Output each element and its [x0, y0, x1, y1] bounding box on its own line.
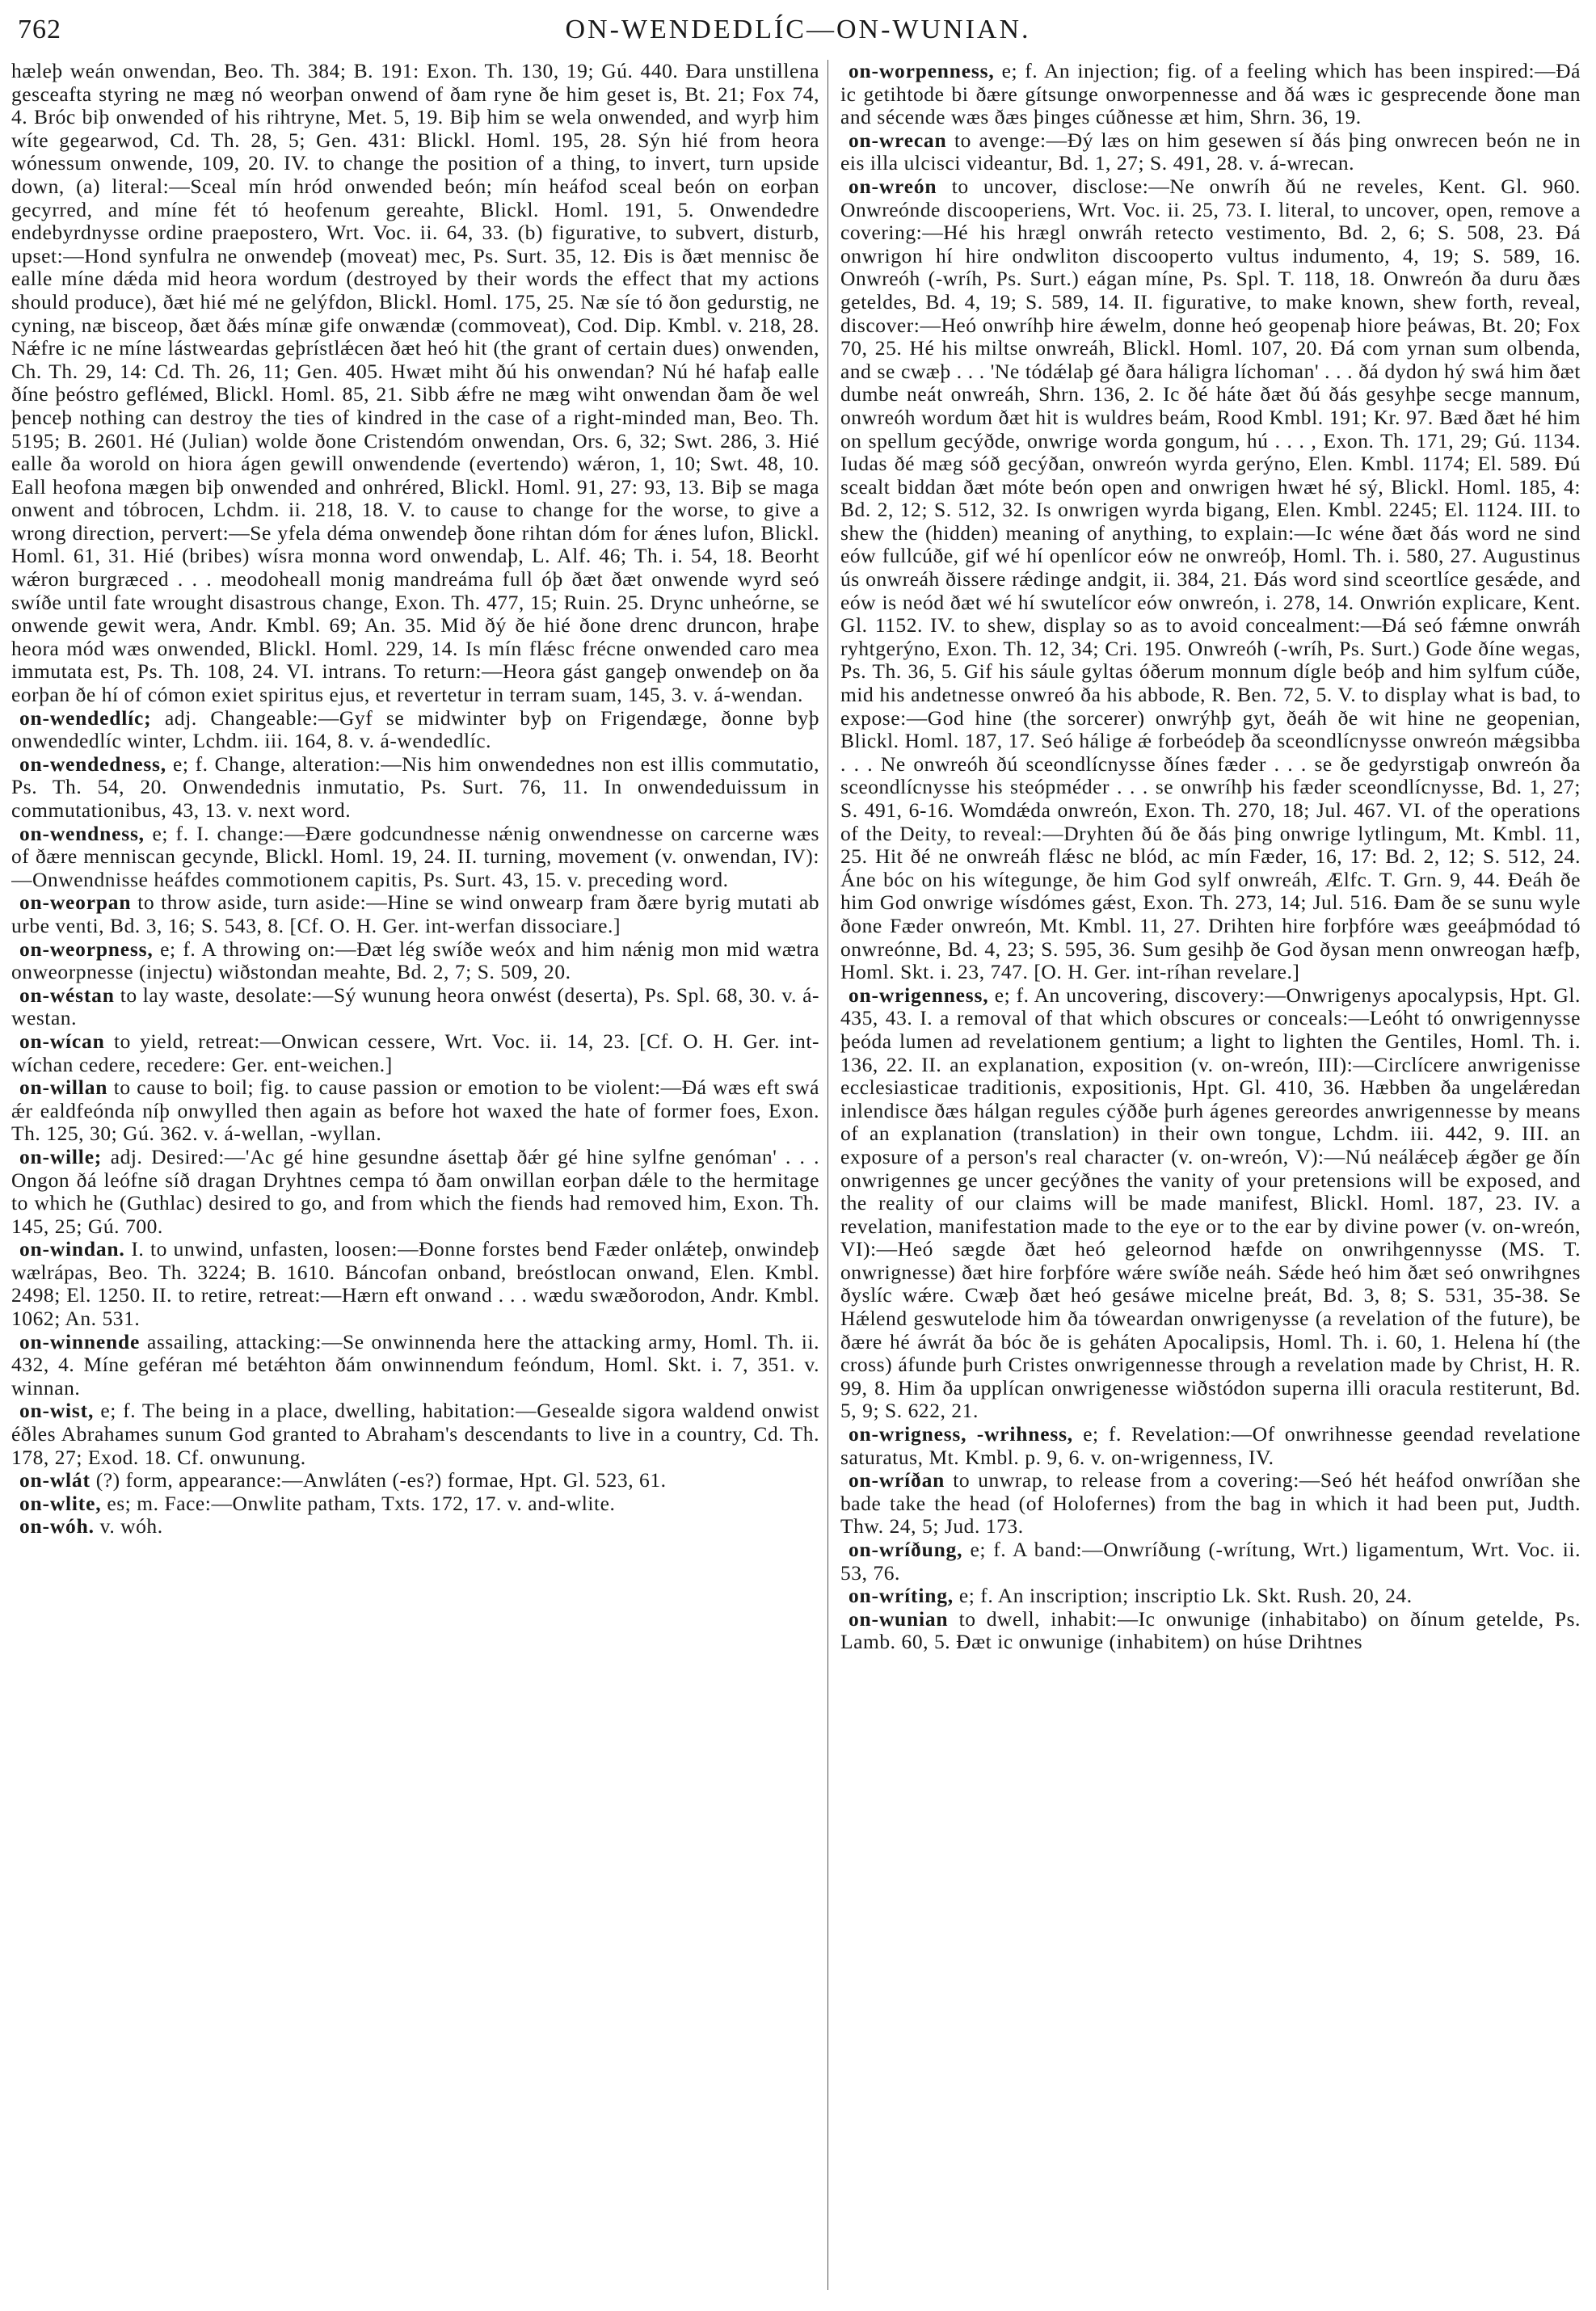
- entry-definition: e; f. A throwing on:—Ðæt lég swíðe weóx and him nǽnig mon mid wætra onweorpnesse (injectu) wiðstondan meahte, Bd. 2, 7; S. 509, 20.: [11, 937, 819, 984]
- dictionary-entry: [11, 1469, 819, 1492]
- entry-definition: to avenge:—Ðý læs on him gesewen sí ðás þing onwrecen beón ne in eis illa ulcisci videantur, Bd. 1, 27; S. 491, 28. v. á-wrecan.: [840, 128, 1581, 175]
- entry-definition: to uncover, disclose:—Ne onwríh ðú ne reveles, Kent. Gl. 960. Onwreónde discooperiens, Wrt. Voc. ii. 25, 73. I. literal, to uncover, open, remove a covering:—Hé his hrægl onwráh retecto vestimento, Bd. 2, 6; S. 508, 23. Ðá onwrigon hí hire ondwliton discooperto vultus indumento, 4, 19; S. 589, 16. Onwreóh (-wríh, Ps. Surt.) eágan míne, Ps. Spl. T. 118, 18. Onwreón ða duru ðæs geteldes, Bd. 4, 19; S. 589, 14. II. figurative, to make known, shew forth, reveal, discover:—Heó onwríhþ hire ǽwelm, donne heó geopenaþ hiore þeáwas, Bt. 20; Fox 70, 25. Hé his miltse onwreáh, Blickl. Homl. 107, 20. Ðá com yrnan sum olbenda, and se cwæþ . . . 'Ne tódǽlaþ gé ðara háligra líchoman' . . . ðá dydon hý swá him ðæt dumbe neát onwreáh, Shrn. 136, 2. Ic ðé háte ðæt ðú ðás gesyhþe secge mannum, onwreóh wordum ðæt hit is wuldres beám, Rood Kmbl. 191; Kr. 97. Bæd ðæt hé him on spellum gecýðde, onwrige worda gongum, hú . . . , Exon. Th. 171, 29; Gú. 1134. Iudas ðé mæg sóð gecýðan, onwreón wyrda gerýno, Elen. Kmbl. 1174; El. 589. Ðú scealt biddan ðæt móte beón open and onwrigen hwæt hé sý, Blickl. Homl. 185, 4: Bd. 2, 12; S. 512, 32. Is onwrigen wyrda bigang, Elen. Kmbl. 2245; El. 1124. III. to shew the (hidden) meaning of anything, to explain:—Ic wéne ðæt ðás word ne sind eów fullcúðe, gif wé hí openlícor eów ne onwreóþ, Homl. Th. i. 580, 27. Augustinus ús onwreáh ðissere rǽdinge andgit, ii. 384, 21. Ðás word sind sceortlíce gesǽde, and eów is neód ðæt wé hí swutelícor eów onwreón, i. 278, 14. Onwrión explicare, Kent. Gl. 1152. IV. to shew, display so as to avoid concealment:—Ðá seó fǽmne onwráh ryhtgerýno, Exon. Th. 12, 34; Cri. 195. Onwreóh (-wríh, Ps. Surt.) Gode ðíne wegas, Ps. Th. 36, 5. Gif his sáule gyltas óðerum monnum dígle beóþ and him sylfum cúðe, mid his andetnesse onwreó ða his abbode, R. Ben. 72, 5. V. to display what is bad, to expose:—God hine (the sorcerer) onwrýhþ gyt, ðeáh ðe wit hine ne geopenian, Blickl. Homl. 187, 17. Seó hálige ǽ forbeódeþ ða sceondlícnysse onwreón mǽgsibba . . . Ne onwreóh ðú sceondlícnysse ðínes fæder . . . se ðe gedyrstigaþ onwreón ða sceondlícnysse his steópméder . . . se onwríhþ his fæder sceondlícnysse, Bd. 1, 27; S. 491, 6-16. Womdǽda onwreón, Exon. Th. 270, 18; Jul. 467. VI. of the operations of the Deity, to reveal:—Dryhten ðú ðe ðás þing onwrige lytlingum, Mt. Kmbl. 11, 25. Hit ðé ne onwreáh flǽsc ne blód, ac mín Fæder, 16, 17: Bd. 2, 12; S. 512, 24. Áne bóc on his wítegunge, ðe him God sylf onwreáh, Ælfc. T. Grn. 9, 44. Ðeáh ðe him God onwrige wísdómes gǽst, Exon. Th. 273, 14; Jul. 516. Ðam ðe se sunu wyle ðone Fæder onwreón, Mt. Kmbl. 11, 27. Drihten hire forþfóre wæs geeáþmódad tó onwreónne, Bd. 4, 23; S. 595, 36. Sum gesihþ ðe God ðysan menn onwreogan hæfþ, Homl. Skt. i. 23, 747. [O. H. Ger. int-ríhan revelare.]: [840, 174, 1581, 984]
- entry-definition: to lay waste, desolate:—Sý wunung heora onwést (deserta), Ps. Spl. 68, 30. v. á-westan.: [11, 983, 819, 1030]
- entry-headword: on-wríðan: [849, 1468, 945, 1492]
- entry-definition: v. wóh.: [94, 1514, 163, 1539]
- entry-headword: on-wríting,: [849, 1584, 954, 1608]
- dictionary-entry: [11, 1331, 819, 1400]
- entry-definition: to dwell, inhabit:—Ic onwunige (inhabitabo) on ðínum getelde, Ps. Lamb. 60, 5. Ðæt ic onwunige (inhabitem) on húse Drihtnes: [840, 1606, 1581, 1654]
- entry-definition: adj. Desired:—'Ac gé hine gesundne ásettaþ ðǽr gé hine sylfne genóman' . . . Ongon ðá leófne síð dragan Dryhtnes cempa tó ðam onwillan eorþan dǽle to the hermitage to which he (Guthlac) desired to go, and from which the fiends had removed him, Exon. Th. 145, 25; Gú. 700.: [11, 1144, 819, 1238]
- entry-headword: on-weorpan: [19, 890, 132, 915]
- entry-definition: e; f. The being in a place, dwelling, habitation:—Gesealde sigora waldend onwist éðles Abrahames sunum God granted to Abraham's descendants to live in a country, Cd. Th. 178, 27; Exod. 18. Cf. onwunung.: [11, 1399, 819, 1469]
- entry-headword: on-worpenness,: [849, 60, 995, 82]
- dictionary-entry: [840, 175, 1581, 984]
- dictionary-entry: [11, 1030, 819, 1076]
- dictionary-entry: [11, 984, 819, 1030]
- entry-definition: e; f. An injection; fig. of a feeling which has been inspired:—Ðá ic getihtode bi ðære gítsunge onworpennesse and ðá wæs ic gesprecende ðone man and sécende wæs ðæs þinges cúðnesse æt him, Shrn. 36, 19.: [840, 60, 1581, 129]
- entry-headword: on-wéstan: [19, 983, 115, 1007]
- dictionary-entry: [11, 891, 819, 937]
- entry-headword: on-wrecan: [849, 128, 947, 152]
- entry-definition: e; f. Change, alteration:—Nis him onwendednes non est illis commutatio, Ps. Th. 54, 20. Onwendednis inmutatio, Ps. Surt. 76, 11. In onwendeduissum in commutationibus, 43, 13. v. next word.: [11, 751, 819, 822]
- entry-headword: on-wlát: [19, 1468, 91, 1492]
- entry-headword: on-wlite,: [19, 1491, 102, 1515]
- dictionary-entry: [840, 1423, 1581, 1469]
- entry-definition: e; f. An inscription; inscriptio Lk. Skt. Rush. 20, 24.: [953, 1584, 1413, 1608]
- dictionary-entry: [840, 1608, 1581, 1654]
- dictionary-entry: [11, 1515, 819, 1539]
- entry-headword: on-wrigness, -wrihness,: [849, 1422, 1073, 1446]
- entry-definition: to unwrap, to release from a covering:—Seó hét heáfod onwríðan she bade take the head (of Holofernes) from the bag in which it had been put, Judth. Thw. 24, 5; Jud. 173.: [840, 1468, 1581, 1539]
- entry-headword: on-wícan: [19, 1029, 105, 1053]
- entry-headword: on-wríðung,: [849, 1538, 963, 1561]
- page-header: [0, 15, 1596, 55]
- dictionary-entry: [840, 1539, 1581, 1585]
- entry-headword: on-wunian: [849, 1606, 949, 1631]
- dictionary-entry: [11, 1146, 819, 1238]
- entry-definition: e; f. A band:—Onwríðung (-wrítung, Wrt.) ligamentum, Wrt. Voc. ii. 53, 76.: [840, 1538, 1581, 1585]
- dictionary-entry: [840, 1585, 1581, 1608]
- dictionary-entry: [11, 1492, 819, 1516]
- dictionary-entry: [840, 1469, 1581, 1539]
- dictionary-entry: [11, 1400, 819, 1469]
- dictionary-entry: [840, 60, 1581, 129]
- dictionary-entry: [11, 707, 819, 753]
- entry-headword: on-wille;: [19, 1144, 103, 1168]
- entry-headword: on-weorpness,: [19, 937, 154, 961]
- entry-definition: to cause to boil; fig. to cause passion or emotion to be violent:—Ðá wæs eft swá ǽr ealdfeónda níþ onwylled then again as before hot waxed the hate of former foes, Exon. Th. 125, 30; Gú. 362. v. á-wellan, -wyllan.: [11, 1076, 819, 1146]
- entry-definition: e; f. I. change:—Ðære godcundnesse nǽnig onwendnesse on carcerne wæs of ðære menniscan gecynde, Blickl. Homl. 19, 24. II. turning, movement (v. onwendan, IV):—Onwendnisse heáfdes commotionem capitis, Ps. Surt. 43, 15. v. preceding word.: [11, 821, 819, 891]
- entry-headword: on-wóh.: [19, 1514, 95, 1539]
- entry-definition: I. to unwind, unfasten, loosen:—Ðonne forstes bend Fæder onlǽteþ, onwindeþ wælrápas, Beo. Th. 3224; B. 1610. Báncofan onband, breóstlocan onwand, Elen. Kmbl. 2498; El. 1250. II. to retire, retreat:—Hærn eft onwand . . . wædu swæðorodon, Andr. Kmbl. 1062; An. 531.: [11, 1237, 819, 1331]
- entry-headword: on-winnende: [19, 1329, 141, 1353]
- dictionary-entry: [11, 938, 819, 984]
- right-column: [840, 60, 1581, 2298]
- entry-headword: on-windan.: [19, 1237, 125, 1261]
- running-title: ON-WENDEDLÍC—ON-WUNIAN.: [565, 15, 1031, 44]
- entry-definition: assailing, attacking:—Se onwinnenda here the attacking army, Homl. Th. ii. 432, 4. Míne geféran mé betǽhton ðám onwinnendum feóndum, Homl. Skt. i. 7, 351. v. winnan.: [11, 1329, 819, 1400]
- dictionary-entry: [11, 823, 819, 892]
- dictionary-entry: [11, 60, 819, 707]
- entry-definition: hæleþ weán onwendan, Beo. Th. 384; B. 191: Exon. Th. 130, 19; Gú. 440. Ðara unstillena gesceafta styring ne mæg nó weorþan onwend of ðam ryne ðe him geset is, Bt. 21; Fox 74, 4. Bróc biþ onwended of his rihtryne, Met. 5, 19. Biþ him se wela onwended, and wyrþ him wíte gegearwod, Cd. Th. 28, 5; Gen. 431: Blickl. Homl. 195, 28. Sýn hié from heora wónessum onwende, 109, 20. IV. to change the position of a thing, to invert, turn upside down, (a) literal:—Sceal mín hród onwended beón; mín heáfod sceal beón on eorþan gecyrred, and míne fét tó heofenum gereahte, Blickl. Homl. 191, 5. Onwendedre endebyrdnysse ordine praepostero, Wrt. Voc. ii. 64, 33. (b) figurative, to subvert, disturb, upset:—Hond synfulra ne onwendeþ (moveat) mec, Ps. Surt. 35, 12. Ðis is ðæt mennisc ðe ealle míne dǽda mid heora wordum (destroyed by their words the effect that my actions should produce), ðæt hié mé ne gelýfdon, Blickl. Homl. 175, 25. Næ síe tó ðon gedurstig, ne cyning, næ bisceop, ðæt ðǽs mínæ gife onwændæ (commoveat), Cod. Dip. Kmbl. v. 218, 28. Nǽfre ic ne míne lástweardas geþrístlǽcen ðæt heó hit (the grant of certain dues) onwenden, Ch. Th. 29, 14: Cd. Th. 26, 11; Gen. 405. Hwæt miht ðú his onwendan? Nú hé hafaþ ealle ðíne þeóstro gefléмed, Blickl. Homl. 85, 21. Sibb ǽfre ne mæg wiht onwendan ðam ðe wel þenceþ nothing can destroy the ties of kindred in the case of a right-minded man, Beo. Th. 5195; B. 2601. Hé (Julian) wolde ðone Cristendóm onwendan, Ors. 6, 32; Swt. 286, 3. Hié ealle ða worold on hiora ágen gewill onwendende (evertendo) wǽron, 1, 10; Swt. 48, 10. Eall heofona mægen biþ onwended and onhréred, Blickl. Homl. 91, 27: 93, 13. Biþ se maga onwent and tóbrocen, Lchdm. ii. 218, 18. V. to cause to change for the worse, to give a wrong direction, pervert:—Se yfela déma onwendeþ ðone rihtan dóm for ǽnes lufon, Blickl. Homl. 61, 31. Hié (bribes) wísra monna word onwendaþ, L. Alf. 46; Th. i. 54, 18. Beorht wǽron burgræced . . . meodoheall monig mandreáma full óþ ðæt ðæt onwende wyrd seó swíðe until fate wrought disastrous change, Exon. Th. 477, 15; Ruin. 25. Drync unheórne, se onwende gewit wera, Andr. Kmbl. 69; An. 35. Mid ðý ðe hié ðone drenc druncon, hraþe heora mód wæs onwended, Blickl. Homl. 229, 14. Is mín flǽsc frécne onwended caro mea immutata est, Ps. Th. 108, 24. VI. intrans. To return:—Heora gást gangeþ onwendeþ on ða eorþan ðe hí of cómon exiet spiritus ejus, et revertetur in terram suam, 145, 3. v. á-wendan.: [11, 60, 819, 707]
- entry-headword: on-wist,: [19, 1399, 95, 1423]
- entry-definition: adj. Changeable:—Gyf se midwinter byþ on Frigendæge, ðonne byþ onwendedlíc winter, Lchdm. iii. 164, 8. v. á-wendedlíc.: [11, 705, 819, 753]
- dictionary-entry: [840, 129, 1581, 175]
- entry-definition: e; f. Revelation:—Of onwrihnesse geendad revelatione saturatus, Mt. Kmbl. p. 9, 6. v. on-wrigenness, IV.: [840, 1422, 1581, 1469]
- entry-definition: to throw aside, turn aside:—Hine se wind onwearp fram ðære byrig mutati ab urbe venti, Bd. 3, 16; S. 543, 8. [Cf. O. H. Ger. int-werfan dissociare.]: [11, 890, 819, 937]
- column-divider: [827, 60, 828, 2290]
- dictionary-entry: [11, 753, 819, 823]
- entry-definition: es; m. Face:—Onwlite patham, Txts. 172, 17. v. and-wlite.: [101, 1491, 616, 1515]
- entry-headword: on-wrigenness,: [849, 983, 989, 1007]
- entry-headword: on-willan: [19, 1076, 108, 1100]
- left-column: [11, 60, 819, 2298]
- entry-headword: on-wendedness,: [19, 751, 166, 776]
- entry-headword: on-wendness,: [19, 821, 145, 845]
- dictionary-entry: [11, 1238, 819, 1330]
- entry-definition: e; f. An uncovering, discovery:—Onwrigenys apocalypsis, Hpt. Gl. 435, 43. I. a removal of that which obscures or conceals:—Leóht tó onwrigennysse þeóda lumen ad revelationem gentium; a light to lighten the Gentiles, Homl. Th. i. 136, 22. II. an explanation, exposition (v. on-wreón, III):—Circlícere anwrigenisse ecclesiasticae traditionis, expositionis, Hpt. Gl. 410, 36. Hæbben ða ungelǽredan inlendisce ðæs hálgan regules cýððe þurh ágenes gereordes anwrigennesse by means of an explanation (translation) in their own tongue, Lchdm. iii. 442, 9. III. an exposure of a person's real character (v. on-wreón, V):—Nú neálǽceþ ǽgðer ge ðín onwrigennes ge uncer gecýðnes the vanity of your pretensions will be exposed, and the reality of our claims will be made manifest, Blickl. Homl. 187, 23. IV. a revelation, manifestation made to the eye or to the ear by divine power (v. on-wreón, VI):—Heó sægde ðæt heó geleornod hæfde on onwrihgennysse (MS. T. onwrignesse) ðæt hire forþfóre wǽre swíðe neáh. Sǽde heó him ðæt seó onwrihgnes ðyslíc wǽre. Cwæþ ðæt heó gesáwe micelne þreát, Bd. 3, 8; S. 531, 35-38. Se Hǽlend geswutelode him ða tóweardan onwrigenysse (a revelation of the future), be ðære hé áwrát ða bóc ðe is geháten Apocalipsis, Homl. Th. i. 60, 1. Helena hí (the cross) áfunde þurh Cristes onwrigennesse through a revelation made by Christ, H. R. 99, 8. Him ða upplícan onwrigenesse wiðstódon superna illi oracula restiterunt, Bd. 5, 9; S. 622, 21.: [840, 983, 1581, 1423]
- entry-definition: to yield, retreat:—Onwican cessere, Wrt. Voc. ii. 14, 23. [Cf. O. H. Ger. int-wíchan cedere, recedere: Ger. ent-weichen.]: [11, 1029, 819, 1076]
- dictionary-entry: [11, 1076, 819, 1146]
- page-number: 762: [18, 15, 61, 44]
- entry-headword: on-wreón: [849, 174, 937, 198]
- entry-headword: on-wendedlíc;: [19, 705, 152, 730]
- entry-definition: (?) form, appearance:—Anwláten (-es?) formae, Hpt. Gl. 523, 61.: [90, 1468, 667, 1492]
- dictionary-entry: [840, 984, 1581, 1423]
